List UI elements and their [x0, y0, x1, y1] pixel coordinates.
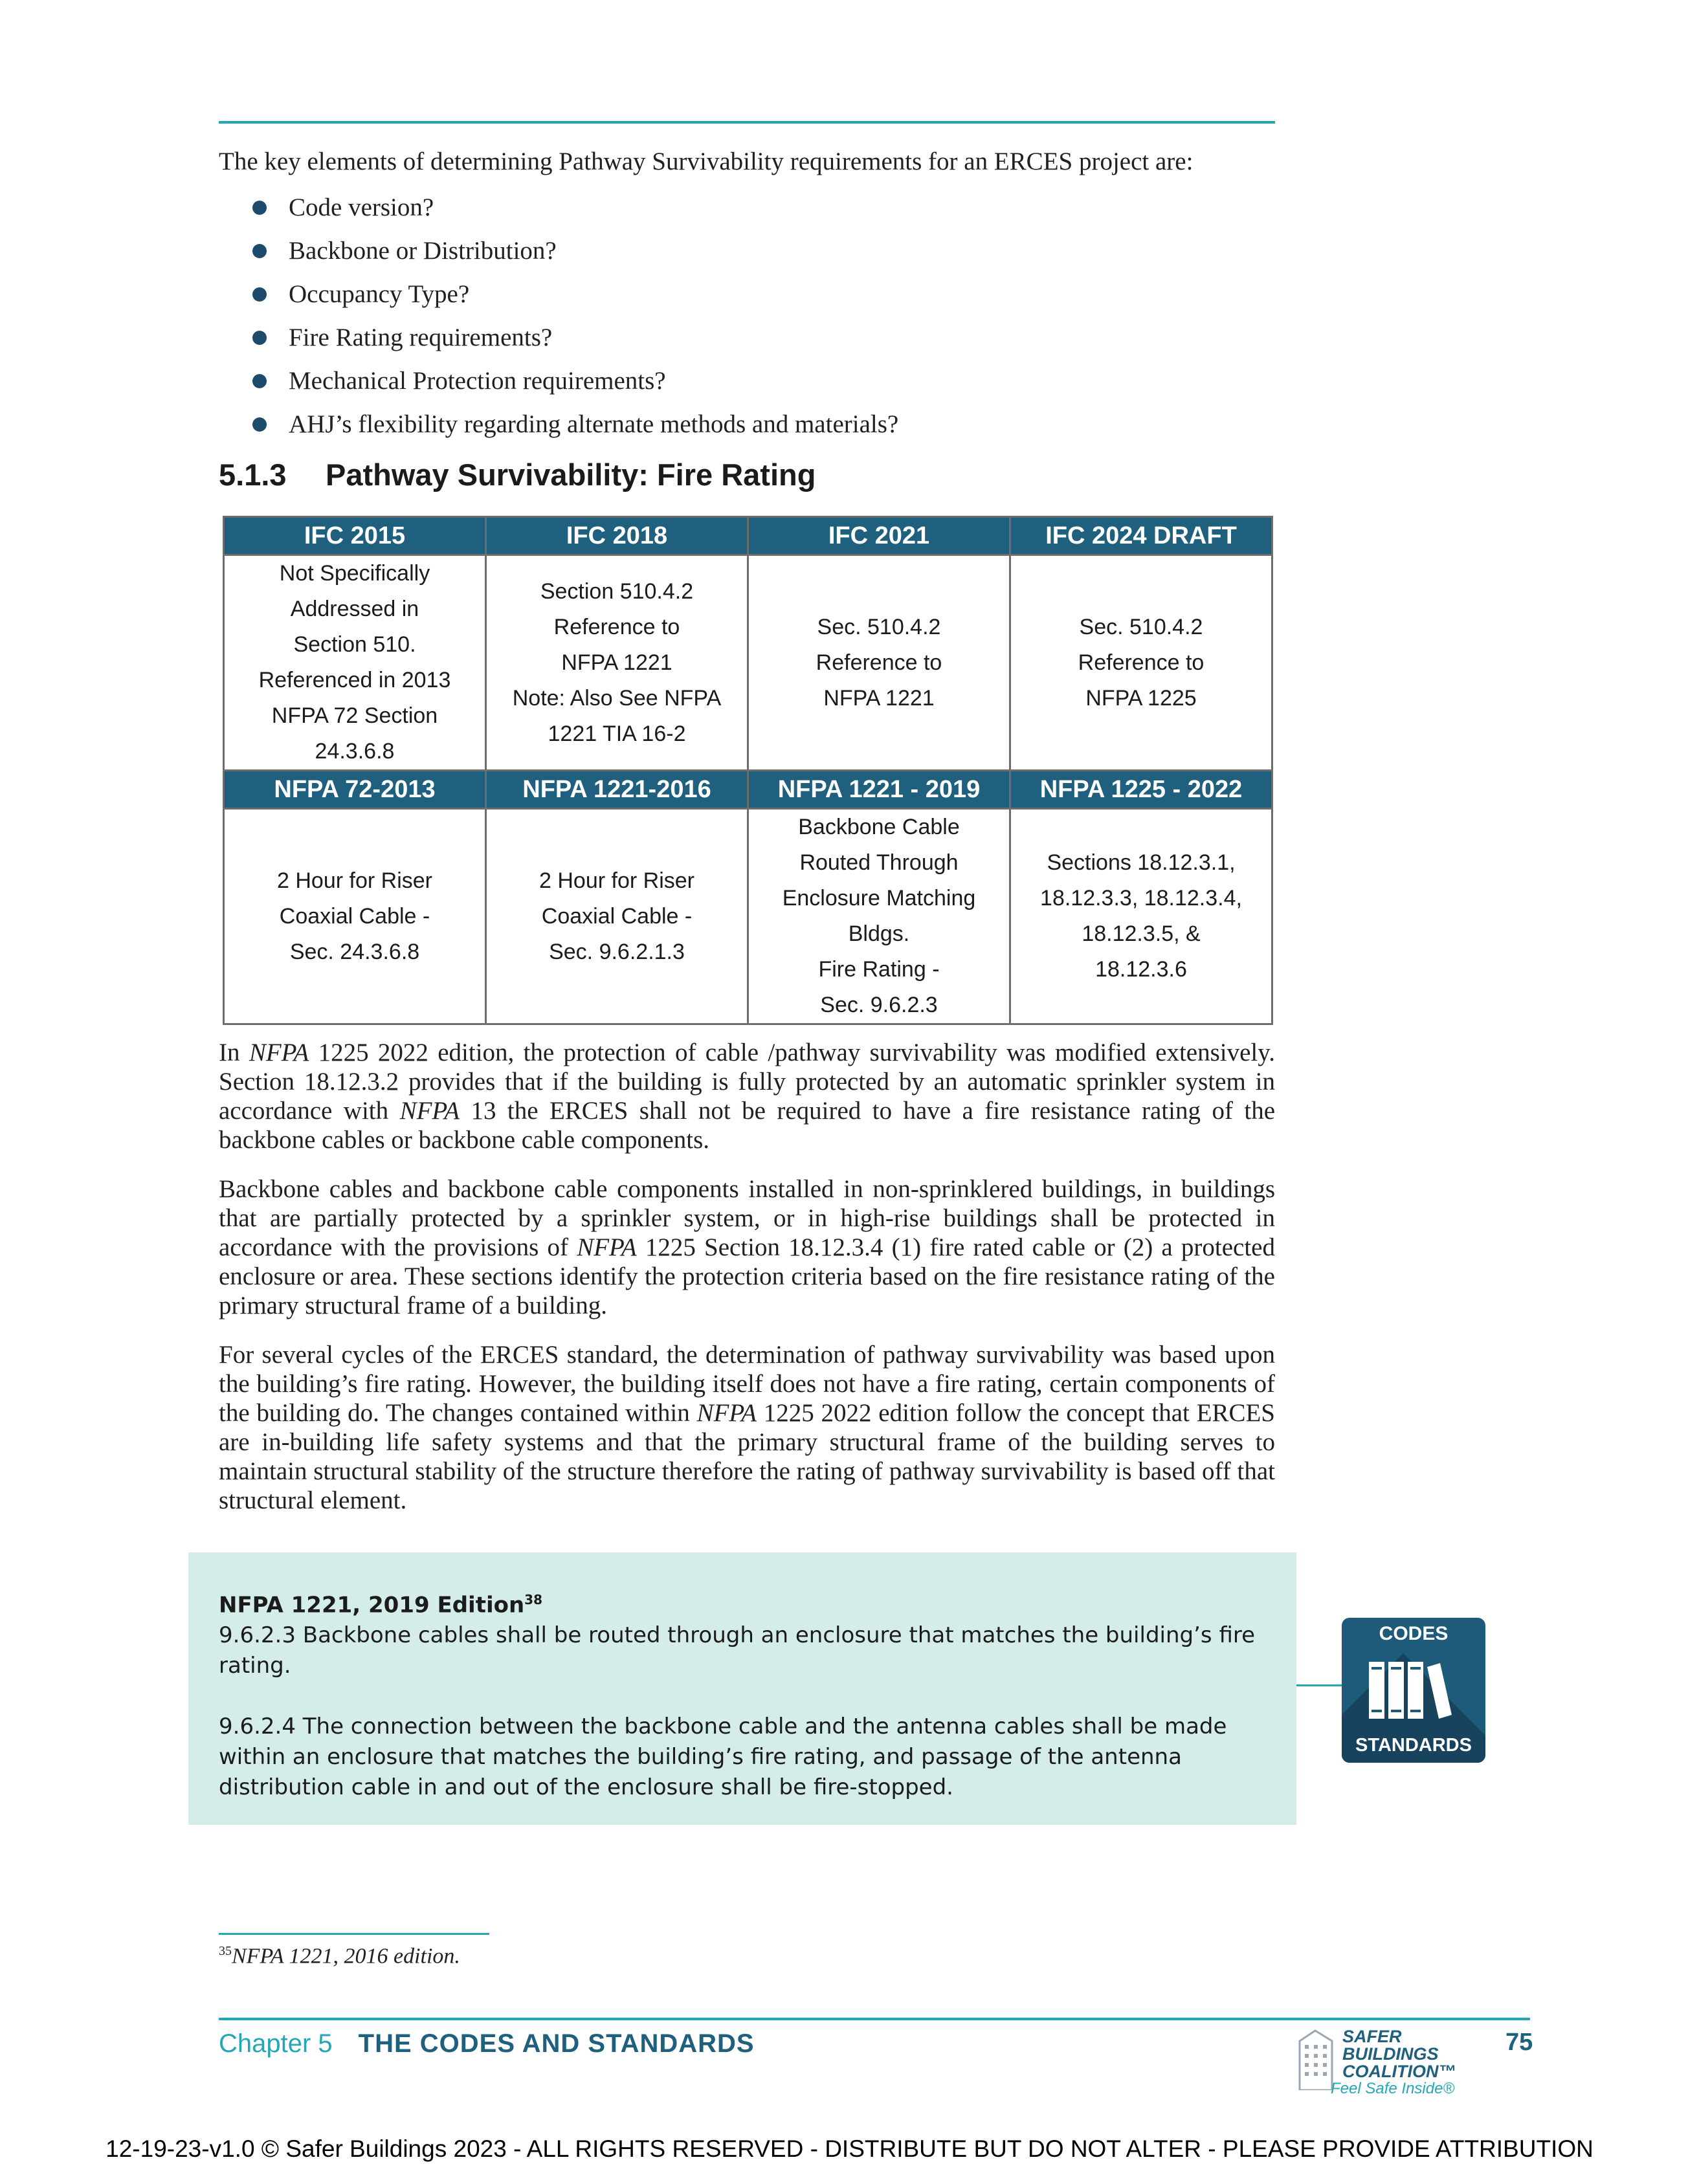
bullet-icon [252, 287, 267, 302]
bullet-icon [252, 201, 267, 215]
codes-standards-badge [1342, 1618, 1485, 1763]
table-cell: 2 Hour for Riser Coaxial Cable - Sec. 24.3.6.8 [224, 809, 486, 1024]
section-title: Pathway Survivability: Fire Rating [326, 458, 816, 492]
bullet-icon [252, 244, 267, 258]
code-comparison-table [223, 516, 1273, 1025]
list-item: Fire Rating requirements? [219, 320, 1275, 363]
badge-label: STANDARDS [1355, 1735, 1472, 1756]
callout-connector [1296, 1684, 1348, 1686]
table-cell: Sec. 510.4.2 Reference to NFPA 1225 [1010, 555, 1272, 771]
table-header-cell: IFC 2018 [486, 517, 748, 555]
table-header-cell: NFPA 72-2013 [224, 771, 486, 809]
table-cell: Not Specifically Addressed in Section 510. Referenced in 2013 NFPA 72 Section 24.3.6.8 [224, 555, 486, 771]
table-header-cell: IFC 2015 [224, 517, 486, 555]
bullet-icon [252, 331, 267, 345]
table-header-cell: IFC 2021 [748, 517, 1010, 555]
copyright-notice: 12-19-23-v1.0 © Safer Buildings 2023 - ALL RIGHTS RESERVED - DISTRIBUTE BUT DO NOT ALTER - PLEASE PROVIDE ATTRIBUTION [105, 2135, 1594, 2162]
table-header-cell: NFPA 1221-2016 [486, 771, 748, 809]
table-row [224, 555, 1272, 771]
code-callout-box [188, 1552, 1296, 1825]
list-item: Mechanical Protection requirements? [219, 363, 1275, 406]
chapter-label: Chapter 5 THE CODES AND STANDARDS [219, 2029, 755, 2058]
body-paragraph: For several cycles of the ERCES standard, the determination of pathway survivability was based upon the building’s fire rating. However, the building itself does not have a fire rating, certain components of the building do. The changes contained within NFPA 1225 2022 edition follow the concept that ERCES are in-building life safety systems and that the primary structural frame of the building serves to maintain structural stability of the structure therefore the rating of pathway survivability is based off that structural element. [219, 1341, 1275, 1514]
callout-title: NFPA 1221, 2019 Edition$^{38}$ [219, 1592, 543, 1618]
table-header-row [224, 771, 1272, 809]
key-elements-list [219, 190, 1275, 450]
table-cell: Section 510.4.2 Reference to NFPA 1221 Note: Also See NFPA 1221 TIA 16-2 [486, 555, 748, 771]
callout-text: 9.6.2.4 The connection between the backbone cable and the antenna cables shall be made within an enclosure that matches the building’s fire rating, and passage of the antenna distribution cable in and out of the enclosure shall be fire-stopped. [219, 1714, 1227, 1801]
bullet-icon [252, 374, 267, 388]
badge-label: CODES [1379, 1623, 1449, 1644]
list-item: Code version? [219, 190, 1275, 233]
table-cell: 2 Hour for Riser Coaxial Cable - Sec. 9.6.2.1.3 [486, 809, 748, 1024]
list-item: Backbone or Distribution? [219, 233, 1275, 276]
building-icon [1296, 2028, 1336, 2090]
section-heading [219, 457, 816, 492]
table-header-cell: NFPA 1225 - 2022 [1010, 771, 1272, 809]
bullet-icon [252, 417, 267, 432]
table-header-row [224, 517, 1272, 555]
top-rule [219, 121, 1275, 124]
footnote-rule [219, 1933, 489, 1935]
callout-text: 9.6.2.3 Backbone cables shall be routed through an enclosure that matches the building’s fire rating. [219, 1622, 1256, 1679]
list-item: Occupancy Type? [219, 276, 1275, 320]
footnote: $^{35}$NFPA 1221, 2016 edition. [219, 1944, 460, 1969]
table-header-cell: NFPA 1221 - 2019 [748, 771, 1010, 809]
table-row [224, 809, 1272, 1024]
table-cell: Backbone Cable Routed Through Enclosure Matching Bldgs. Fire Rating - Sec. 9.6.2.3 [748, 809, 1010, 1024]
table-header-cell: IFC 2024 DRAFT [1010, 517, 1272, 555]
intro-text: The key elements of determining Pathway Survivability requirements for an ERCES project are: [219, 148, 1194, 175]
list-item: AHJ’s flexibility regarding alternate methods and materials? [219, 406, 1275, 450]
table-cell: Sections 18.12.3.1, 18.12.3.3, 18.12.3.4, 18.12.3.5, & 18.12.3.6 [1010, 809, 1272, 1024]
chapter-title: THE CODES AND STANDARDS [358, 2029, 755, 2058]
page-number: 75 [1505, 2029, 1533, 2056]
table-cell: Sec. 510.4.2 Reference to NFPA 1221 [748, 555, 1010, 771]
body-paragraph: Backbone cables and backbone cable components installed in non-sprinklered buildings, in buildings that are partially protected by a sprinkler system, or in high-rise buildings shall be protected in accordance with the provisions of NFPA 1225 Section 18.12.3.4 (1) fire rated cable or (2) a protected enclosure or area. These sections identify the protection criteria based on the fire resistance rating of the primary structural frame of a building. [219, 1175, 1275, 1319]
footnote-ref: 38 [524, 1592, 543, 1607]
safer-buildings-logo: SAFER BUILDINGS COALITION™ Feel Safe Inside® [1292, 2020, 1486, 2098]
body-paragraph: In NFPA 1225 2022 edition, the protection of cable /pathway survivability was modified extensively. Section 18.12.3.2 provides that if the building is fully protected by an automatic sprinkler system in accordance with NFPA 13 the ERCES shall not be required to have a fire resistance rating of the backbone cables or backbone cable components. [219, 1039, 1276, 1154]
section-number: 5.1.3 [219, 458, 287, 492]
books-icon [1368, 1658, 1465, 1723]
